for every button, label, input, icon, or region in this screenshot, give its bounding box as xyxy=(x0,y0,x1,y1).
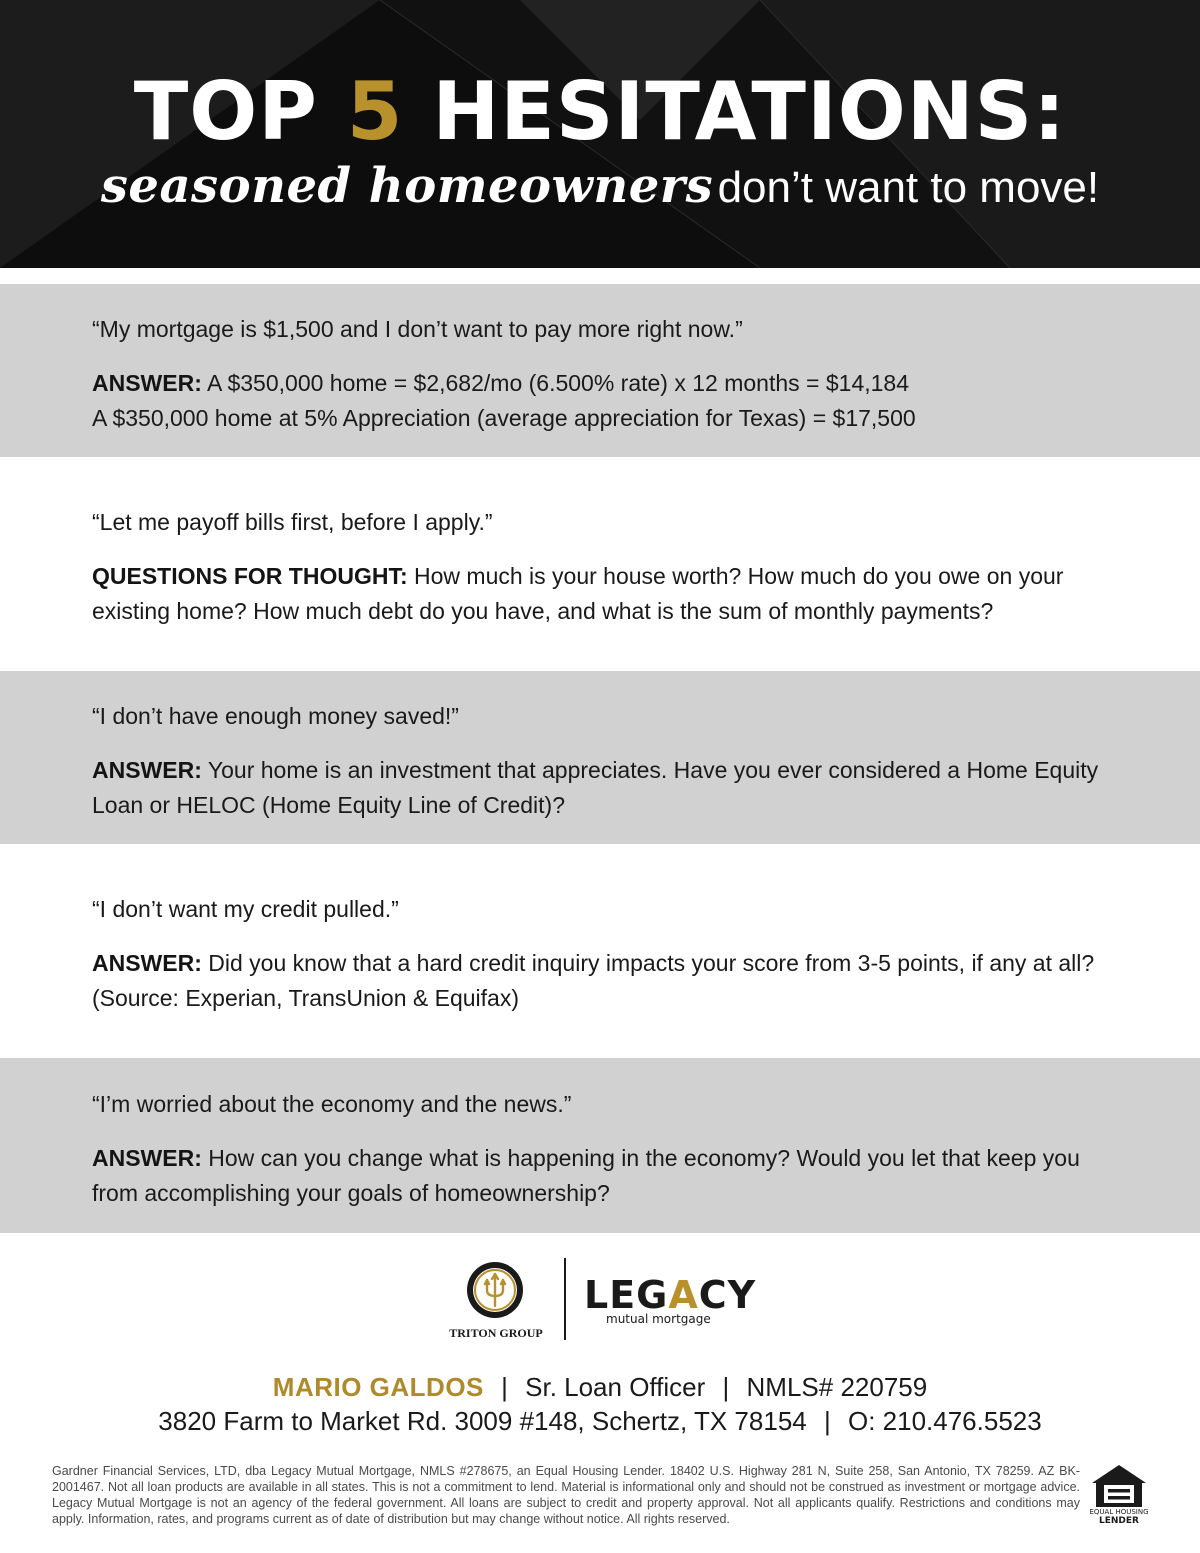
loan-officer-name: MARIO GALDOS xyxy=(272,1372,484,1402)
legacy-logo-part3: CY xyxy=(698,1273,757,1317)
separator: | xyxy=(823,1406,831,1436)
separator: | xyxy=(501,1372,508,1402)
triton-group-logo-text: TRITON GROUP xyxy=(449,1326,543,1340)
hesitation-answer xyxy=(92,366,1108,436)
legal-disclaimer: Gardner Financial Services, LTD, dba Legacy Mutual Mortgage, NMLS #278675, an Equal Housing Lender. 18402 U.S. Highway 281 N, Suite 258, San Antonio, TX 78259. AZ BK-2001467. Not all loan products are available in all states. This is not a commitment to lend. Material is informational only and should not be construed as investment or mortgage advice. Legacy Mutual Mortgage is not an agency of the federal government. All loans are subject to credit and property approval. Not all applicants qualify. Restrictions and conditions may apply. Information, rates, and programs current as of date of distribution but may change without notice. All rights reserved. xyxy=(52,1464,1080,1526)
answer-text: Did you know that a hard credit inquiry impacts your score from 3-5 points, if any at all? (Source: Experian, TransUnion & Equifax) xyxy=(92,950,1095,1011)
answer-text: How can you change what is happening in the economy? Would you let that keep you from accomplishing your goals of homeownership? xyxy=(92,1145,1080,1206)
hesitation-quote: “I don’t want my credit pulled.” xyxy=(92,896,399,922)
legacy-logo xyxy=(584,1273,757,1317)
answer-text: Your home is an investment that appreciates. Have you ever considered a Home Equity Loan or HELOC (Home Equity Line of Credit)? xyxy=(92,757,1099,818)
office-address: 3820 Farm to Market Rd. 3009 #148, Schertz, TX 78154 xyxy=(158,1406,807,1436)
hesitation-quote: “I don’t have enough money saved!” xyxy=(92,703,459,729)
separator: | xyxy=(722,1372,730,1402)
answer-label: QUESTIONS FOR THOUGHT: xyxy=(92,563,408,589)
title-part-hesitations: HESITATIONS: xyxy=(432,65,1067,158)
subtitle-plain: don’t want to move! xyxy=(717,163,1100,212)
equal-housing-lender-label xyxy=(1084,1508,1154,1526)
hesitation-answer xyxy=(92,753,1108,823)
contact-line-1 xyxy=(0,1370,1200,1404)
title-part-top: TOP xyxy=(133,65,318,158)
hesitation-quote: “Let me payoff bills first, before I apply.” xyxy=(92,509,493,535)
answer-text: How much is your house worth? How much do you owe on your existing home? How much debt do you have, and what is the sum of monthly payments? xyxy=(92,563,1064,624)
answer-label: ANSWER: xyxy=(92,370,202,396)
subtitle-script: seasoned homeowners xyxy=(100,158,714,214)
hesitation-block-5 xyxy=(0,1058,1200,1233)
legacy-logo-part1: LEG xyxy=(584,1273,669,1317)
answer-label: ANSWER: xyxy=(92,950,202,976)
hesitation-answer xyxy=(92,559,1108,629)
hesitation-answer xyxy=(92,946,1108,1016)
hesitation-block-3 xyxy=(0,671,1200,844)
contact-line-2 xyxy=(0,1404,1200,1438)
legacy-logo-subtitle: mutual mortgage xyxy=(606,1312,711,1326)
answer-text-line2: A $350,000 home at 5% Appreciation (average appreciation for Texas) = $17,500 xyxy=(92,405,916,431)
answer-label: ANSWER: xyxy=(92,1145,202,1171)
triton-trident-icon xyxy=(465,1260,525,1320)
nmls-number: NMLS# 220759 xyxy=(746,1372,928,1402)
title-number: 5 xyxy=(346,65,404,158)
loan-officer-title: Sr. Loan Officer xyxy=(525,1372,706,1402)
logo-divider xyxy=(564,1258,566,1340)
legacy-logo-a: A xyxy=(668,1273,699,1317)
hesitation-block-1 xyxy=(0,284,1200,457)
hesitation-block-4 xyxy=(0,844,1200,1058)
answer-label: ANSWER: xyxy=(92,757,202,783)
ehl-line2: LENDER xyxy=(1099,1516,1139,1526)
office-phone: O: 210.476.5523 xyxy=(847,1406,1042,1436)
page-title xyxy=(0,65,1200,158)
hesitation-quote: “I’m worried about the economy and the news.” xyxy=(92,1091,572,1117)
hesitation-answer xyxy=(92,1141,1108,1211)
header-banner xyxy=(0,0,1200,268)
page-subtitle xyxy=(0,158,1200,214)
hesitation-block-2 xyxy=(0,457,1200,671)
answer-text-line1: A $350,000 home = $2,682/mo (6.500% rate) x 12 months = $14,184 xyxy=(207,370,909,396)
ehl-line1: EQUAL HOUSING xyxy=(1089,1508,1149,1516)
hesitation-quote: “My mortgage is $1,500 and I don’t want to pay more right now.” xyxy=(92,316,743,342)
